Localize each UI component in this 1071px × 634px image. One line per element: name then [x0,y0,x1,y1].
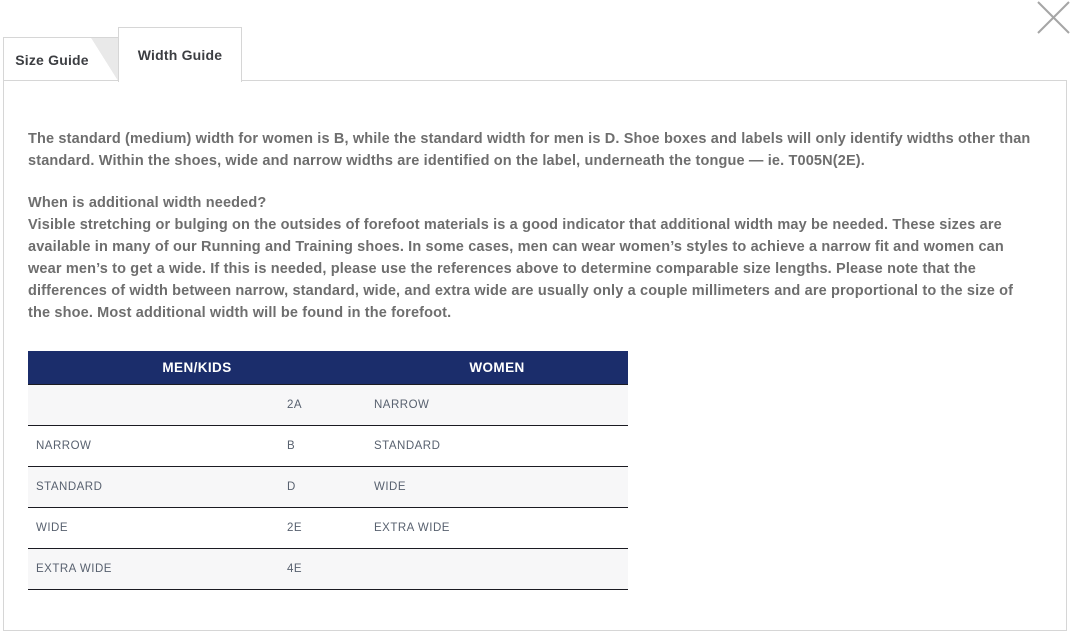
men-kids-cell: STANDARD [36,481,103,493]
table-row [28,385,628,426]
tab-width-guide[interactable] [118,27,242,82]
men-kids-cell [28,385,280,426]
width-guide-content [4,81,1066,590]
table-row [28,426,628,467]
intro-paragraph: The standard (medium) width for women is B, while the standard width for men is D. Shoe boxes and labels will only identify widths other than standard. Within the shoes, wide and narrow widths are identified on the label, underneath the tongue — ie. T005N(2E). [28,131,1031,169]
width-code-cell: 2E [287,522,303,534]
width-code-cell: D [287,481,296,493]
table-row [28,508,628,549]
width-table-header [28,351,628,385]
width-table-body [28,385,628,590]
women-cell: EXTRA WIDE [374,522,450,534]
width-code-cell: 4E [287,563,303,575]
table-header-men-kids: MEN/KIDS [28,351,366,385]
width-code-cell: 2A [287,399,303,411]
tab-corner-fold [91,38,118,81]
tab-size-guide[interactable] [3,37,118,81]
women-cell: WIDE [374,481,407,493]
women-cell: NARROW [374,399,430,411]
width-description: Visible stretching or bulging on the outsides of forefoot materials is a good indicator that additional width may be needed. These sizes are available in many of our Running and Training shoes. In some cases, men can wear women’s styles to achieve a narrow fit and women can wear men’s to get a wide. If this is needed, please use the references above to determine comparable size lengths. Please note that the differences of width between narrow, standard, wide, and extra wide are usually only a couple millimeters and are proportional to the size of the shoe. Most additional width will be found in the forefoot. [28,217,1014,321]
close-button[interactable] [1034,0,1071,36]
men-kids-cell: WIDE [36,522,69,534]
additional-width-paragraph [28,192,1038,324]
width-code-cell: B [287,440,296,452]
close-icon [1034,0,1071,36]
tab-width-guide-label: Width Guide [137,47,223,63]
women-cell [366,549,628,590]
men-kids-cell: EXTRA WIDE [36,563,112,575]
width-table [28,351,628,590]
table-header-row [28,351,628,385]
table-header-women: WOMEN [366,351,628,385]
table-row [28,549,628,590]
women-cell: STANDARD [374,440,441,452]
men-kids-cell: NARROW [36,440,92,452]
width-guide-panel [3,80,1067,631]
table-row [28,467,628,508]
tab-size-guide-label: Size Guide [15,51,89,68]
width-question: When is additional width needed? [28,195,267,211]
